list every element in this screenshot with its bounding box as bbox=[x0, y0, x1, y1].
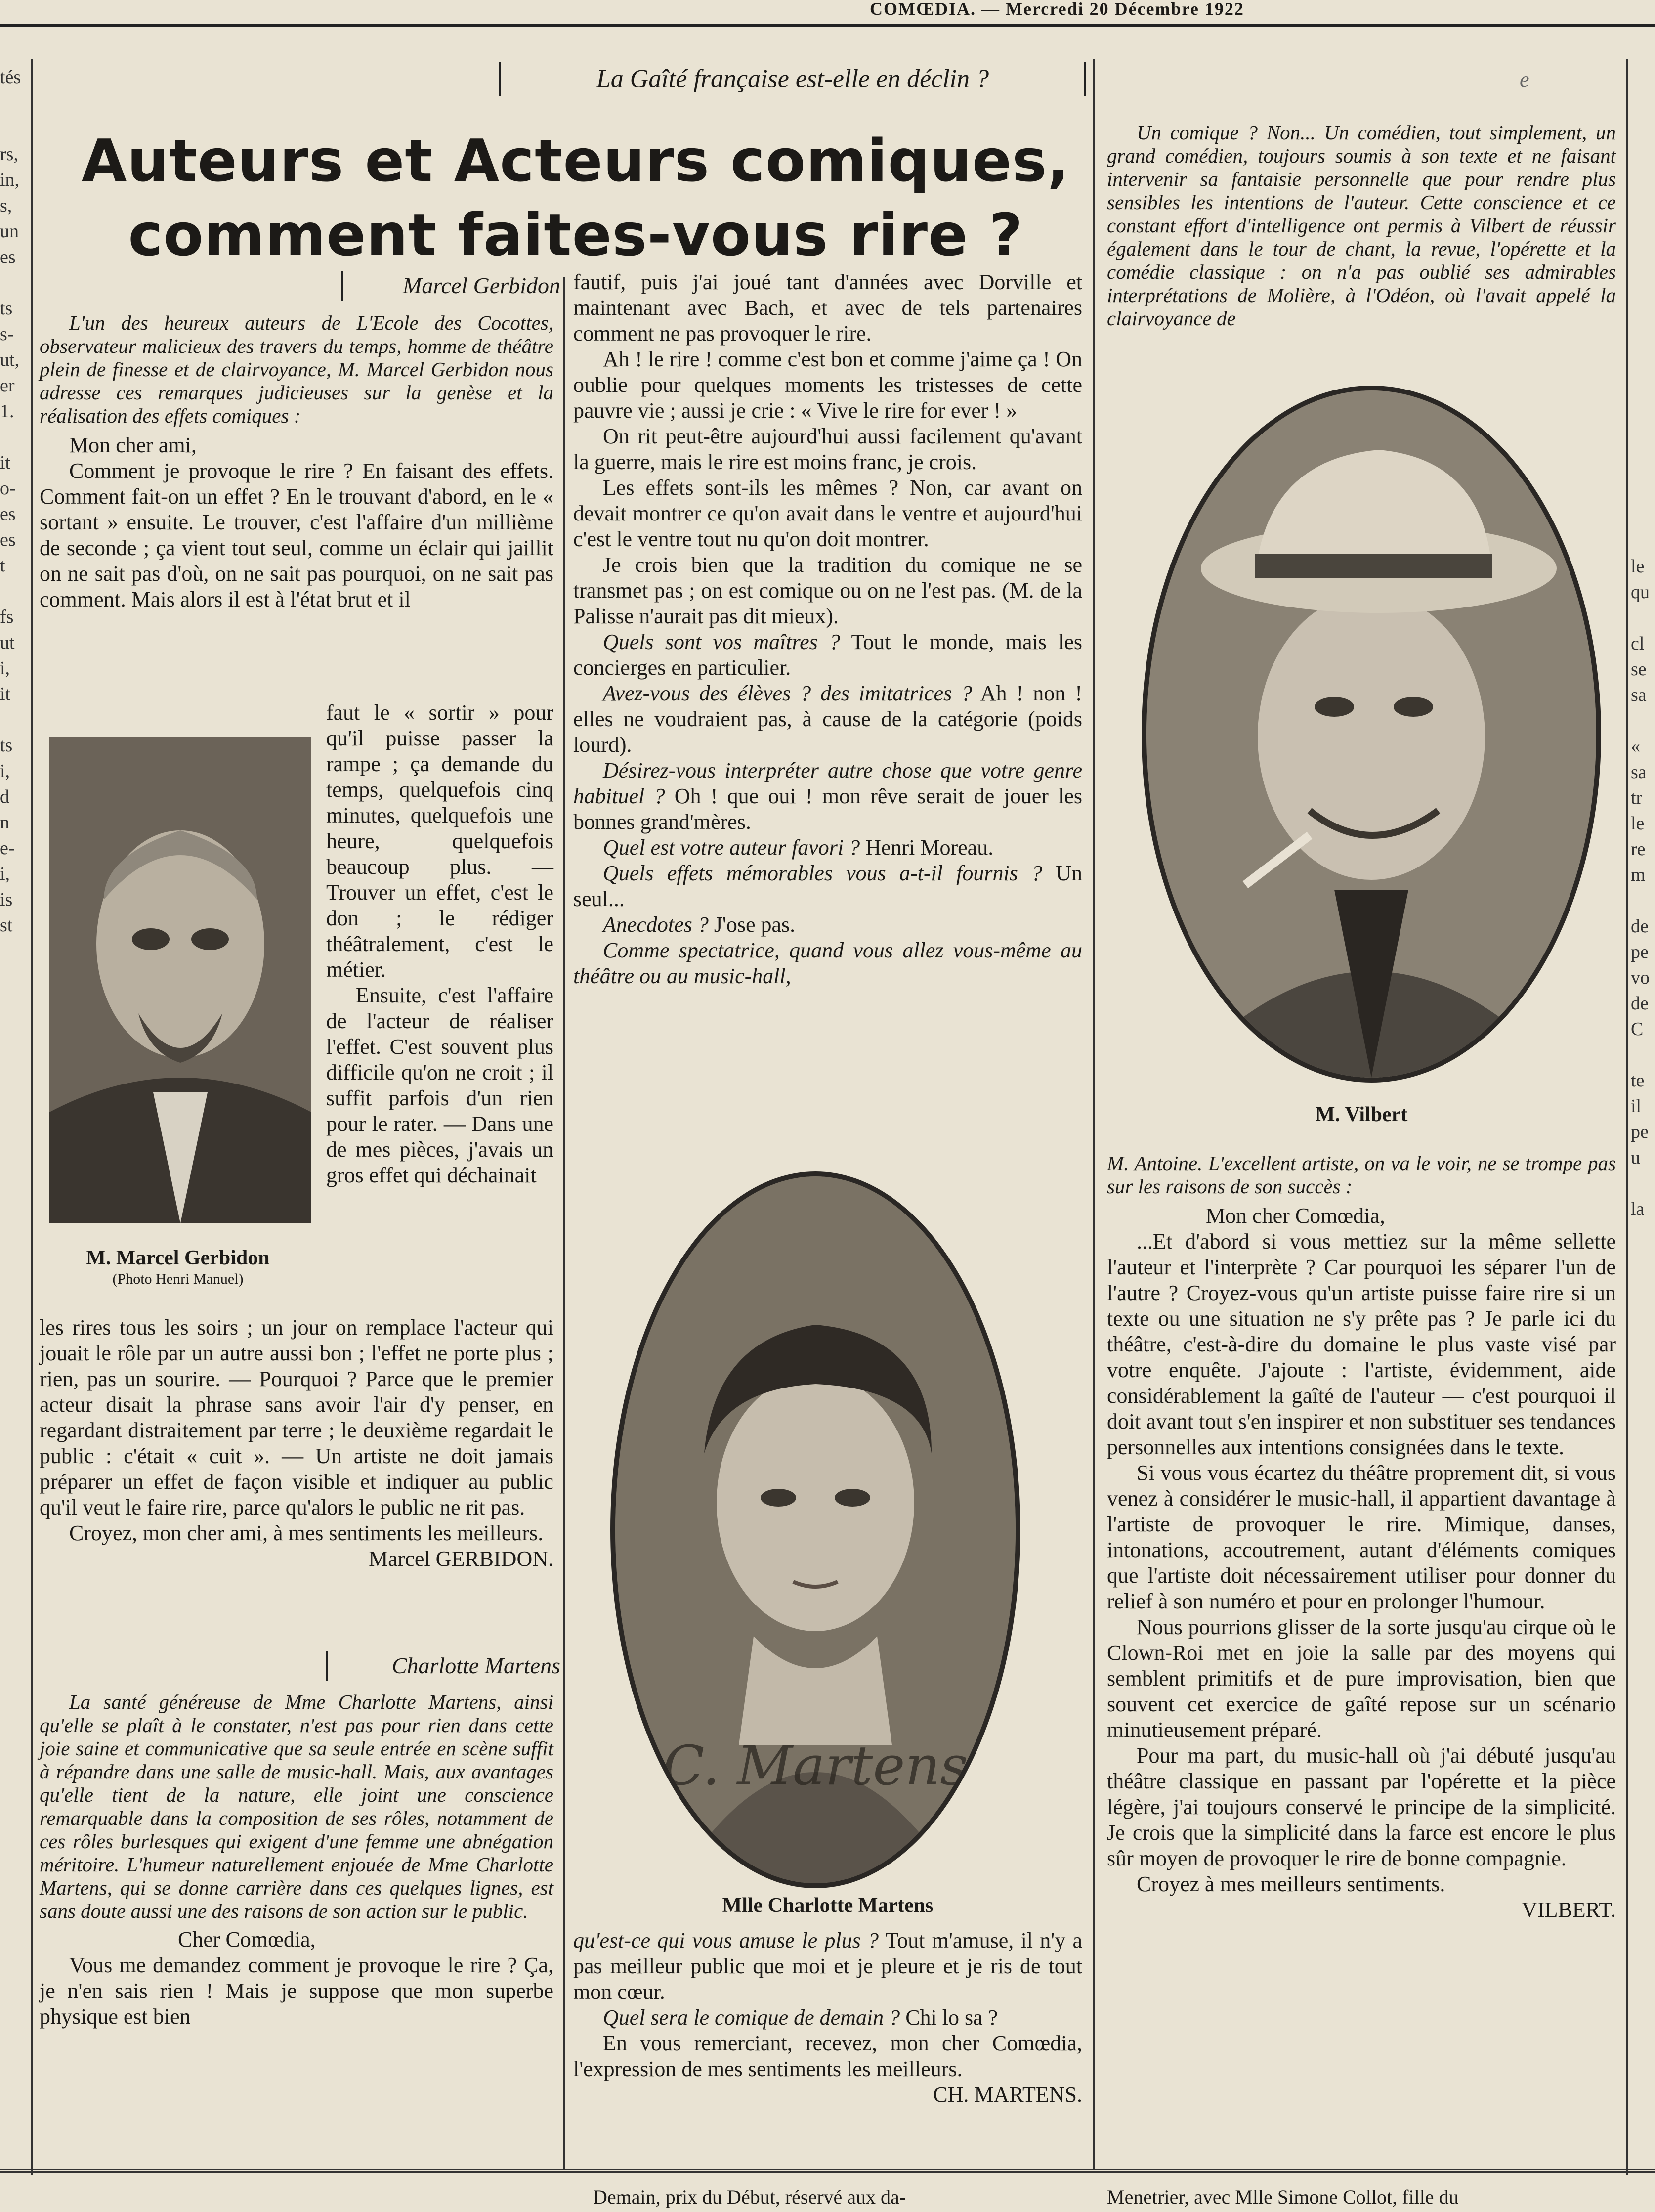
martens-answer-6: J'ose pas. bbox=[714, 912, 796, 937]
photo-vilbert bbox=[1142, 386, 1601, 1083]
left-edge-fragment: ts bbox=[0, 735, 13, 756]
right-edge-fragment: la bbox=[1631, 1199, 1645, 1219]
right-edge-fragment: cl bbox=[1631, 633, 1645, 654]
left-edge-fragment: un bbox=[0, 221, 19, 242]
caption-martens: Mlle Charlotte Martens bbox=[722, 1894, 934, 1917]
column-rule-left bbox=[31, 59, 33, 2175]
gerbidon-article-bottom bbox=[40, 1315, 553, 1572]
right-edge-fragment: m bbox=[1631, 865, 1646, 885]
left-edge-fragment: er bbox=[0, 375, 15, 396]
martens-qa-5 bbox=[573, 861, 1082, 912]
photo-gerbidon bbox=[49, 737, 311, 1223]
top-rule bbox=[0, 24, 1655, 27]
vilbert-paragraph-1: ...Et d'abord si vous mettiez sur la même sellette l'auteur et l'interprète ? Car pourquoi les séparer l'un de l'autre ? Croyez-vous qu'un artiste puisse faire rire si un texte ou une situation ne s'y prête pas ? Je parle ici du théâtre, c'est-à-dire du domaine le plus vaste visé par votre enquête. J'ajoute : l'artiste, évidemment, aide considérablement la gaîté de l'auteur — c'est pourquoi il doit avant tout s'en inspirer et non substituer ses tendances personnelles aux intentions consignées dans le texte. bbox=[1107, 1229, 1616, 1459]
headline-line-1: Auteurs et Acteurs comiques, bbox=[81, 127, 1070, 195]
right-edge-fragment: sa bbox=[1631, 762, 1647, 782]
vilbert-paragraph-4: Pour ma part, du music-hall où j'ai débuté jusqu'au théâtre classique en passant par l'opérette et la pièce légère, j'ai toujours conservé le principe de la simplicité. Je crois que la simplicité dans la farce est encore le plus sûr moyen de provoquer le rire de bonne compagnie. bbox=[1107, 1743, 1616, 1870]
martens-question-7b: qu'est-ce qui vous amuse le plus ? bbox=[573, 1928, 879, 1952]
left-edge-fragment: is bbox=[0, 889, 13, 910]
right-edge-fragment: C bbox=[1631, 1019, 1644, 1040]
gerbidon-paragraph-1: Comment je provoque le rire ? En faisant des effets. Comment fait-on un effet ? En le trouvant d'abord, en le « sortant » ensuite. Le trouver, c'est l'affaire d'un millième de seconde ; ça vient tout seul, comme un éclair qui jaillit on ne sait pas d'où, on ne sait pas pourquoi, on ne sait pas comment. Mais alors il est à l'état brut et il bbox=[40, 459, 553, 611]
right-edge-fragment: le bbox=[1631, 813, 1645, 834]
gerbidon-paragraph-1b: faut le « sortir » pour qu'il puisse passer la rampe ; ça demande du temps, quelquefois cinq minutes, quelquefois une heure, quelquefois beaucoup plus. — Trouver un effet, c'est le don ; le rédiger théâtralement, c'est le métier. bbox=[326, 700, 553, 982]
left-edge-fragment bbox=[0, 424, 29, 450]
martens-article-col2 bbox=[573, 269, 1082, 989]
gerbidon-salutation: Mon cher ami, bbox=[69, 433, 197, 457]
martens-closing: En vous remerciant, recevez, mon cher Comœdia, l'expression de mes sentiments les meilleurs. bbox=[573, 2031, 1082, 2081]
left-edge-fragment: i, bbox=[0, 761, 10, 781]
martens-col2-p3: Les effets sont-ils les mêmes ? Non, car avant on devait montrer ce qu'on avait dans le ventre et aujourd'hui c'est le ventre tout nu qu'on doit montrer. bbox=[573, 476, 1082, 551]
gerbidon-signature: Marcel GERBIDON. bbox=[369, 1547, 553, 1571]
left-edge-fragment: fs bbox=[0, 607, 14, 627]
left-edge-fragment: it bbox=[0, 452, 11, 473]
left-edge-fragment: es bbox=[0, 504, 16, 524]
left-edge-fragment: e- bbox=[0, 838, 15, 859]
martens-col2-p1: Ah ! le rire ! comme c'est bon et comme j'aime ça ! On oublie pour quelques moments les tristesses de cette pauvre vie ; aussi je crie : « Vive le rire for ever ! » bbox=[573, 347, 1082, 423]
bottom-rule bbox=[0, 2169, 1655, 2173]
vilbert-intro-2: M. Antoine. L'excellent artiste, on va le voir, ne se trompe pas sur les raisons de son succès : bbox=[1107, 1152, 1616, 1198]
martens-photo-signature: C. Martens bbox=[663, 1734, 968, 1797]
martens-col2-p0: fautif, puis j'ai joué tant d'années avec Dorville et maintenant avec Bach, et avec de tels partenaires comment ne pas provoquer le rire. bbox=[573, 270, 1082, 346]
left-edge-fragment: s- bbox=[0, 324, 14, 345]
column-rule-2 bbox=[1093, 59, 1095, 2170]
martens-qa-7b bbox=[573, 1928, 1082, 2005]
martens-col2-p4: Je crois bien que la tradition du comique ne se transmet pas ; on est comique ou on ne l'est pas. (M. de la Palisse n'aurait pas dit mieux). bbox=[573, 553, 1082, 628]
next-article-left: Demain, prix du Début, réservé aux da- bbox=[593, 2186, 906, 2208]
portrait-martens-icon bbox=[615, 1176, 1016, 1883]
right-edge-fragment: il bbox=[1631, 1096, 1642, 1117]
right-edge-fragment: le bbox=[1631, 556, 1645, 577]
right-edge-fragment: de bbox=[1631, 916, 1649, 937]
right-edge-fragment: vo bbox=[1631, 967, 1650, 988]
right-edge-fragment bbox=[1631, 1171, 1655, 1196]
martens-qa-3 bbox=[573, 758, 1082, 835]
byline-gerbidon: Marcel Gerbidon bbox=[341, 271, 560, 301]
gerbidon-closing: Croyez, mon cher ami, à mes sentiments les meilleurs. bbox=[69, 1521, 544, 1545]
left-edge-fragment: st bbox=[0, 915, 13, 936]
martens-qa-8 bbox=[573, 2005, 1082, 2031]
byline-martens: Charlotte Martens bbox=[326, 1651, 560, 1681]
left-edge-fragments bbox=[0, 64, 29, 1152]
right-edge-fragment bbox=[1631, 708, 1655, 734]
left-edge-fragment: i, bbox=[0, 864, 10, 884]
gerbidon-paragraph-2: Ensuite, c'est l'affaire de l'acteur de réaliser l'effet. C'est souvent plus difficile qu'on ne croit ; il suffit parfois d'un rien pour le rater. — Dans une de mes pièces, j'avais un gros effet qui déchainait bbox=[326, 983, 553, 1187]
right-edge-fragment: se bbox=[1631, 659, 1647, 680]
gerbidon-article-top bbox=[40, 311, 553, 612]
left-edge-fragment bbox=[0, 90, 29, 116]
vilbert-article bbox=[1107, 1152, 1616, 1923]
martens-question-2: Avez-vous des élèves ? des imitatrices ? bbox=[603, 681, 973, 705]
caption-vilbert: M. Vilbert bbox=[1315, 1103, 1408, 1126]
right-edge-fragment: tr bbox=[1631, 787, 1643, 808]
left-edge-fragment: es bbox=[0, 247, 16, 267]
martens-answer-8: Chi lo sa ? bbox=[905, 2005, 998, 2030]
vilbert-paragraph-2: Si vous vous écartez du théâtre proprement dit, si vous venez à considérer le music-hall, il appartient davantage à l'artiste de provoquer le rire. Mimique, danses, intonations, accoutrement, autant d'éléments comiques que l'artiste doit nécessairement utiliser pour donner du relief à son numéro et pour en prolonger l'humour. bbox=[1107, 1461, 1616, 1613]
martens-answer-3: Oh ! que oui ! mon rêve serait de jouer les bonnes grand'mères. bbox=[573, 784, 1083, 834]
vilbert-paragraph-3: Nous pourrions glisser de la sorte jusqu'au cirque où le Clown-Roi met en joie la salle par des moyens qui semblent primitifs et de pure improvisation, bien que souvent cet exercice de gaîté repose sur un scénario minutieusement préparé. bbox=[1107, 1615, 1616, 1742]
left-edge-fragment bbox=[0, 578, 29, 604]
martens-salutation: Cher Comœdia, bbox=[178, 1927, 316, 1952]
martens-paragraph-1: Vous me demandez comment je provoque le rire ? Ça, je n'en sais rien ! Mais je suppose que mon superbe physique est bien bbox=[40, 1953, 553, 2029]
right-edge-fragment: sa bbox=[1631, 685, 1647, 705]
caption-gerbidon-credit: (Photo Henri Manuel) bbox=[112, 1271, 244, 1287]
gerbidon-article-narrow bbox=[326, 700, 553, 1188]
martens-question-7: Comme spectatrice, quand vous allez vous-même au théâtre ou au music-hall, bbox=[573, 938, 1082, 988]
right-edge-fragment: te bbox=[1631, 1070, 1645, 1091]
masthead: COMŒDIA. — Mercredi 20 Décembre 1922 bbox=[870, 0, 1244, 18]
martens-article-end bbox=[573, 1928, 1082, 2108]
vilbert-closing: Croyez à mes meilleurs sentiments. bbox=[1137, 1872, 1445, 1896]
martens-question-1: Quels sont vos maîtres ? bbox=[603, 630, 841, 654]
caption-gerbidon-name: M. Marcel Gerbidon bbox=[86, 1247, 270, 1269]
headline bbox=[44, 124, 1107, 272]
left-edge-fragment: it bbox=[0, 684, 11, 704]
vilbert-salutation: Mon cher Comœdia, bbox=[1206, 1204, 1385, 1228]
right-edge-fragment: qu bbox=[1631, 582, 1650, 603]
martens-question-3: Désirez-vous interpréter autre chose que votre genre habituel ? bbox=[573, 758, 1082, 808]
column-rule-right bbox=[1626, 59, 1628, 2175]
martens-question-6: Anecdotes ? bbox=[603, 912, 709, 937]
left-edge-fragment bbox=[0, 270, 29, 296]
martens-signature: CH. MARTENS. bbox=[933, 2082, 1082, 2107]
right-edge-fragment: « bbox=[1631, 736, 1640, 757]
gerbidon-intro: L'un des heureux auteurs de L'Ecole des Cocottes, observateur malicieux des travers du temps, homme de théâtre plein de finesse et de clairvoyance, M. Marcel Gerbidon nous adresse ces remarques judicieuses sur la genèse et la réalisation des effets comiques : bbox=[40, 311, 553, 427]
left-edge-fragment: s, bbox=[0, 195, 12, 216]
left-edge-fragment: tés bbox=[0, 67, 21, 87]
martens-qa-4 bbox=[573, 835, 1082, 861]
martens-question-5: Quels effets mémorables vous a-t-il fournis ? bbox=[603, 861, 1043, 885]
right-edge-fragment bbox=[1631, 888, 1655, 913]
left-edge-fragment: 1. bbox=[0, 401, 14, 422]
martens-intro: La santé généreuse de Mme Charlotte Martens, ainsi qu'elle se plaît à le constater, n'est pas pour rien dans cette joie saine et communicative que sa seule entrée en scène suffit à répandre dans une salle de music-hall. Mais, aux avantages qu'elle tient de la nature, elle joint une conscience remarquable dans la composition de ses rôles, notamment de ces rôles burlesques qui exigent d'une femme une abnégation méritoire. L'humeur naturellement enjouée de Mme Charlotte Martens, qui se donne carrière dans ces quelques lignes, est sans doute aussi une des raisons de son action sur le public. bbox=[40, 1691, 553, 1922]
left-edge-fragment: i, bbox=[0, 658, 10, 679]
right-edge-fragment: pe bbox=[1631, 942, 1649, 962]
left-edge-fragment: d bbox=[0, 786, 9, 807]
vilbert-intro-block bbox=[1107, 121, 1616, 330]
martens-answer-2: Ah ! non ! elles ne voudraient pas, à cause de la catégorie (poids lourd). bbox=[573, 681, 1082, 757]
left-edge-fragment: ut, bbox=[0, 349, 20, 370]
martens-answer-5: Un seul... bbox=[573, 861, 1082, 911]
martens-question-4: Quel est votre auteur favori ? bbox=[603, 835, 860, 860]
photo-martens bbox=[610, 1171, 1020, 1888]
right-edge-fragment bbox=[1631, 605, 1655, 631]
martens-qa-2 bbox=[573, 681, 1082, 758]
left-edge-fragment: o- bbox=[0, 478, 16, 499]
gerbidon-paragraph-2b: les rires tous les soirs ; un jour on remplace l'acteur qui jouait le rôle par un autre aussi bon ; l'effet ne porte plus ; rien, pas un sourire. — Pourquoi ? Parce que le premier acteur disait la phrase sans avoir l'air d'y penser, en regardant distraitement par terre ; le deuxième regardait le public : c'était « cuit ». — Un artiste ne doit jamais préparer un effet de façon visible et indiquer au public qu'il veut le faire rire, parce qu'alors le public ne rit pas. bbox=[40, 1315, 553, 1519]
caption-gerbidon bbox=[40, 1246, 316, 1288]
martens-answer-1: Tout le monde, mais les concierges en particulier. bbox=[573, 630, 1082, 680]
left-edge-fragment: t bbox=[0, 555, 5, 576]
martens-answer-4: Henri Moreau. bbox=[865, 835, 994, 860]
section-kicker: La Gaîté française est-elle en déclin ? bbox=[499, 62, 1086, 96]
vilbert-signature: VILBERT. bbox=[1522, 1898, 1616, 1922]
martens-question-8: Quel sera le comique de demain ? bbox=[603, 2005, 900, 2030]
vilbert-intro: Un comique ? Non... Un comédien, tout simplement, un grand comédien, toujours soumis à son texte et ne faisant intervenir sa fantaisie personnelle que pour rendre plus sensibles les intentions de l'auteur. Cette conscience et ce constant effort d'intelligence ont permis à Vilbert de réussir également dans le tour de chant, la revue, l'opérette et la comédie classique : on n'a pas oublié ses admirables interprétations de Molière, à l'Odéon, où l'avait appelé la clairvoyance de bbox=[1107, 121, 1616, 330]
right-edge-fragments bbox=[1631, 554, 1655, 1295]
martens-qa-6 bbox=[573, 912, 1082, 938]
martens-col2-p2: On rit peut-être aujourd'hui aussi facilement qu'avant la guerre, mais le rire est moins franc, je crois. bbox=[573, 424, 1082, 474]
left-edge-fragment: ts bbox=[0, 298, 13, 319]
left-edge-fragment: ut bbox=[0, 632, 15, 653]
martens-article-start bbox=[40, 1691, 553, 2030]
right-edge-fragment: pe bbox=[1631, 1122, 1649, 1142]
headline-line-2: comment faites-vous rire ? bbox=[128, 201, 1023, 269]
left-edge-fragment: es bbox=[0, 529, 16, 550]
next-article-right: Menetrier, avec Mlle Simone Collot, fille du bbox=[1107, 2186, 1459, 2208]
right-edge-fragment: re bbox=[1631, 839, 1646, 860]
martens-answer-7: Tout m'amuse, il n'y a pas meilleur public que moi et je pleure et je ris de tout mon cœur. bbox=[573, 1928, 1082, 2004]
left-edge-fragment bbox=[0, 707, 29, 733]
left-edge-fragment: n bbox=[0, 812, 9, 833]
martens-qa-1 bbox=[573, 629, 1082, 681]
column-rule-1 bbox=[563, 277, 565, 2170]
portrait-vilbert-icon bbox=[1146, 390, 1596, 1078]
portrait-gerbidon-icon bbox=[49, 737, 311, 1223]
right-edge-fragment bbox=[1631, 1042, 1655, 1068]
left-edge-fragment: in, bbox=[0, 170, 20, 190]
kicker-fragment-right: e bbox=[1520, 67, 1529, 91]
left-edge-fragment bbox=[0, 116, 29, 141]
right-edge-fragment: u bbox=[1631, 1147, 1640, 1168]
right-edge-fragment: de bbox=[1631, 993, 1649, 1014]
left-edge-fragment: rs, bbox=[0, 144, 18, 165]
